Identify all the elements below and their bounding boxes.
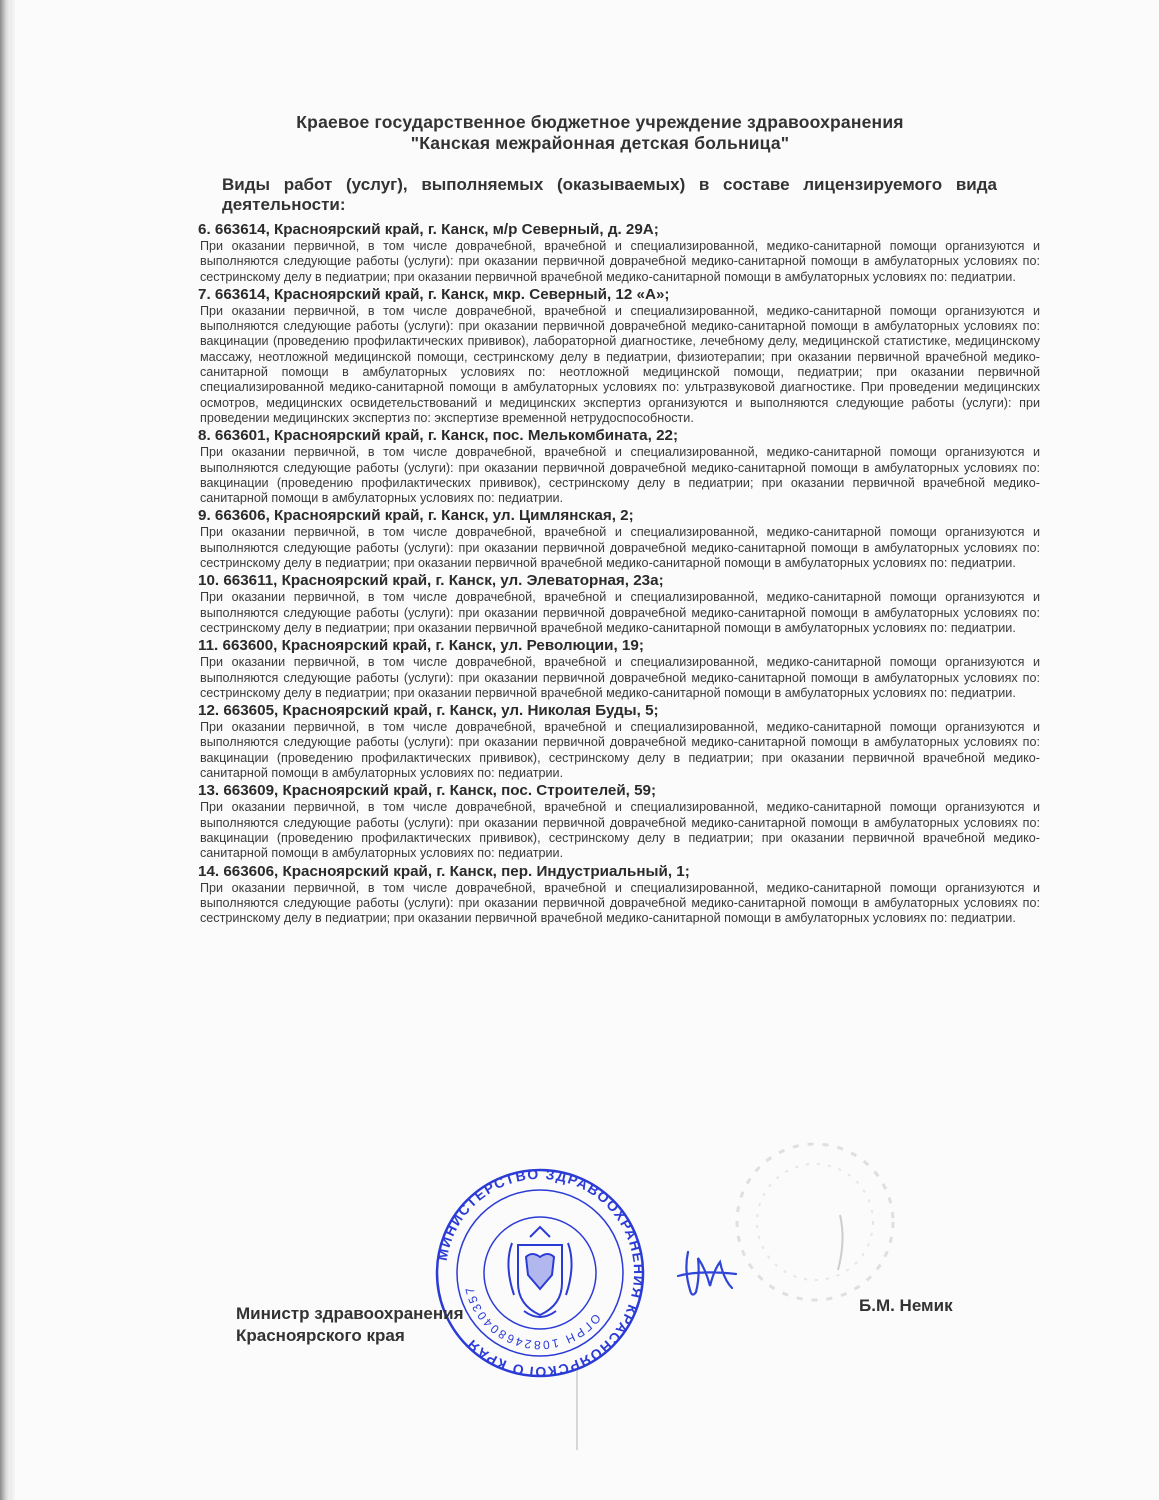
- scan-edge-fade: [10, 0, 16, 1500]
- section-heading: 13. 663609, Красноярский край, г. Канск, пос. Строителей, 59;: [198, 782, 657, 800]
- section-heading: 14. 663606, Красноярский край, г. Канск, пер. Индустриальный, 1;: [198, 862, 690, 880]
- section-11: [198, 637, 1040, 701]
- section-heading: 8. 663601, Красноярский край, г. Канск, пос. Мелькомбината, 22;: [198, 427, 679, 445]
- section-12: [198, 702, 1040, 781]
- stamp-inner-text: ОГРН 1082468040357: [462, 1284, 604, 1353]
- section-body: При оказании первичной, в том числе доврачебной, врачебной и специализированной, медико-санитарной помощи организуются и выполняются следующие работы (услуги): при оказании первичной доврачебной медико-санитарной помощи в амбулаторных условиях по: сестринскому делу в педиатрии; при оказании первичной врачебной медико-санитарной помощи в амбулаторных условиях по: педиатрии.: [200, 525, 1040, 571]
- section-13: [198, 782, 1040, 861]
- faint-stamp-ghost: [720, 1130, 910, 1310]
- sections-list: [198, 221, 1040, 927]
- section-body: При оказании первичной, в том числе доврачебной, врачебной и специализированной, медико-санитарной помощи организуются и выполняются следующие работы (услуги): при оказании первичной доврачебной медико-санитарной помощи в амбулаторных условиях по: вакцинации (проведению профилактических прививок), сестринскому делу в педиатрии; при оказании первичной врачебной медико-санитарной помощи в амбулаторных условиях по: педиатрии.: [200, 800, 1040, 861]
- scan-artifact-line: [576, 1370, 578, 1450]
- section-body: При оказании первичной, в том числе доврачебной, врачебной и специализированной, медико-санитарной помощи организуются и выполняются следующие работы (услуги): при оказании первичной доврачебной медико-санитарной помощи в амбулаторных условиях по: сестринскому делу в педиатрии; при оказании первичной врачебной медико-санитарной помощи в амбулаторных условиях по: педиатрии.: [200, 590, 1040, 635]
- section-7: [198, 286, 1040, 426]
- section-heading: 12. 663605, Красноярский край, г. Канск, ул. Николая Буды, 5;: [198, 702, 659, 720]
- section-9: [198, 507, 1040, 571]
- coat-of-arms-icon: [508, 1227, 571, 1317]
- signer-title-line-2: Красноярского края: [236, 1326, 405, 1345]
- section-body: При оказании первичной, в том числе доврачебной, врачебной и специализированной, медико-санитарной помощи организуются и выполняются следующие работы (услуги): при оказании первичной доврачебной медико-санитарной помощи в амбулаторных условиях по: вакцинации (проведению профилактических прививок), лабораторной диагностике, лечебному делу, медицинской статистике, медицинскому массажу, неотложной медицинской помощи, сестринскому делу в педиатрии, физиотерапии; при оказании первичной врачебной медико-санитарной помощи в амбулаторных условиях по: неотложной медицинской помощи, педиатрии; при оказании первичной специализированной медико-санитарной помощи в амбулаторных условиях по: ультразвуковой диагностике. При проведении медицинских осмотров, медицинских освидетельствований и медицинских экспертиз организуются и выполняются следующие работы (услуги): при проведении медицинских экспертиз по: экспертизе временной нетрудоспособности.: [200, 303, 1040, 425]
- stamp-outer-text: МИНИСТЕРСТВО ЗДРАВООХРАНЕНИЯ КРАСНОЯРСКОГО КРАЯ: [433, 1165, 648, 1380]
- section-heading: 9. 663606, Красноярский край, г. Канск, ул. Цимлянская, 2;: [198, 507, 634, 525]
- section-body: При оказании первичной, в том числе доврачебной, врачебной и специализированной, медико-санитарной помощи организуются и выполняются следующие работы (услуги): при оказании первичной доврачебной медико-санитарной помощи в амбулаторных условиях по: сестринскому делу в педиатрии; при оказании первичной врачебной медико-санитарной помощи в амбулаторных условиях по: педиатрии.: [200, 655, 1040, 700]
- svg-text:ОГРН 1082468040357: [462, 1284, 603, 1352]
- header-line-1: Краевое государственное бюджетное учреждение здравоохранения: [296, 112, 904, 132]
- scan-edge-shadow: [0, 0, 10, 1500]
- section-14: [198, 863, 1040, 927]
- section-heading: 7. 663614, Красноярский край, г. Канск, мкр. Северный, 12 «А»;: [198, 285, 670, 303]
- signature-icon: [670, 1240, 740, 1310]
- section-heading: 11. 663600, Красноярский край, г. Канск, ул. Революции, 19;: [198, 637, 644, 655]
- signer-name: Б.М. Немик: [859, 1296, 953, 1315]
- section-body: При оказании первичной, в том числе доврачебной, врачебной и специализированной, медико-санитарной помощи организуются и выполняются следующие работы (услуги): при оказании первичной доврачебной медико-санитарной помощи в амбулаторных условиях по: сестринскому делу в педиатрии; при оказании первичной врачебной медико-санитарной помощи в амбулаторных условиях по: педиатрии.: [200, 239, 1040, 284]
- section-heading: 10. 663611, Красноярский край, г. Канск, ул. Элеваторная, 23а;: [198, 572, 664, 590]
- intro-text: Виды работ (услуг), выполняемых (оказываемых) в составе лицензируемого вида деятельности:: [222, 175, 997, 214]
- signer-title: [236, 1303, 464, 1347]
- section-body: При оказании первичной, в том числе доврачебной, врачебной и специализированной, медико-санитарной помощи организуются и выполняются следующие работы (услуги): при оказании первичной доврачебной медико-санитарной помощи в амбулаторных условиях по: вакцинации (проведению профилактических прививок), сестринскому делу в педиатрии; при оказании первичной врачебной медико-санитарной помощи в амбулаторных условиях по: педиатрии.: [200, 445, 1040, 506]
- header-line-2: "Канская межрайонная детская больница": [410, 133, 790, 153]
- official-stamp-icon: [420, 1165, 660, 1380]
- section-10: [198, 572, 1040, 636]
- section-body: При оказании первичной, в том числе доврачебной, врачебной и специализированной, медико-санитарной помощи организуются и выполняются следующие работы (услуги): при оказании первичной доврачебной медико-санитарной помощи в амбулаторных условиях по: сестринскому делу в педиатрии; при оказании первичной врачебной медико-санитарной помощи в амбулаторных условиях по: педиатрии.: [200, 880, 1040, 926]
- section-8: [198, 427, 1040, 506]
- section-body: При оказании первичной, в том числе доврачебной, врачебной и специализированной, медико-санитарной помощи организуются и выполняются следующие работы (услуги): при оказании первичной доврачебной медико-санитарной помощи в амбулаторных условиях по: вакцинации (проведению профилактических прививок), сестринскому делу в педиатрии; при оказании первичной врачебной медико-санитарной помощи в амбулаторных условиях по: педиатрии.: [200, 720, 1040, 781]
- document-header: [200, 112, 1000, 154]
- section-heading: 6. 663614, Красноярский край, г. Канск, м/р Северный, д. 29А;: [198, 221, 659, 238]
- signer-title-line-1: Министр здравоохранения: [236, 1304, 464, 1323]
- section-6: [198, 221, 1040, 285]
